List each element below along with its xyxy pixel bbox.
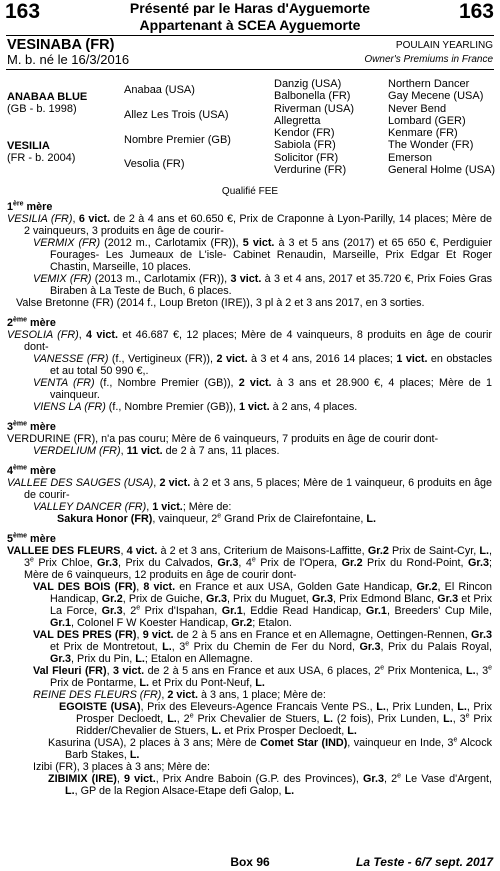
pedigree-gen3: Kendor (FR) — [274, 127, 335, 139]
family-entry: EGOISTE (USA), Prix des Eleveurs-Agence Francais Vente PS., L., Prix Lunden, L., Prix Prosper Decloedt, L., 2e Prix Chevalier de Stuers, L. (2 fois), Prix Lunden, L., 3e Prix Ridder/Chevalier de Stuers, L. et Prix Prosper Decloedt, L. — [59, 701, 492, 737]
dam-name: VESILIA — [7, 140, 50, 152]
family-entry: VENTA (FR) (f., Nombre Premier (GB)), 2 vict. à 3 ans et 28.900 €, 4 places; Mère de 1 vainqueur. — [33, 377, 492, 401]
pedigree-gen4: Never Bend — [388, 103, 447, 115]
pedigree-gen2: Anabaa (USA) — [124, 84, 195, 96]
family-entry: VIENS LA (FR) (f., Nombre Premier (GB)), 1 vict. à 2 ans, 4 places. — [33, 401, 358, 413]
family-entry: VERDELIUM (FR), 11 vict. de 2 à 7 ans, 11 places. — [33, 445, 280, 457]
family-entry: VANESSE (FR) (f., Vertigineux (FR)), 2 vict. à 3 et 4 ans, 2016 14 places; 1 vict. en obstacles et au total 50 990 €,. — [33, 353, 493, 377]
family-entry: Kasurina (USA), 2 places à 3 ans; Mère de Comet Star (IND), vainqueur en Inde, 3e Alcock Barb Stakes, L. — [48, 736, 492, 761]
pedigree-gen4: Kenmare (FR) — [388, 127, 458, 139]
pedigree-gen3: Solicitor (FR) — [274, 152, 339, 164]
sire-info: (GB - b. 1998) — [7, 103, 77, 115]
family-entry: VESOLIA (FR), 4 vict. et 46.687 €, 12 places; Mère de 4 vainqueurs, 8 produits en âge de courir dont- — [7, 329, 492, 353]
sale-category: POULAIN YEARLING — [395, 40, 493, 51]
pedigree-gen3: Allegretta — [274, 115, 321, 127]
pedigree-gen2: Nombre Premier (GB) — [124, 134, 231, 146]
pedigree-gen3: Sabiola (FR) — [274, 139, 336, 151]
pedigree-gen2: Vesolia (FR) — [124, 158, 185, 170]
pedigree-rule — [6, 69, 494, 70]
dam-family-text — [0, 201, 500, 797]
family-entry: Valse Bretonne (FR) (2014 f., Loup Breton (IRE)), 3 pl à 2 et 3 ans 2017, en 3 sorties. — [16, 297, 425, 309]
section-heading-5eme-mere: 5ème mère — [7, 532, 56, 545]
sire-name: ANABAA BLUE — [7, 91, 88, 103]
pedigree-gen3: Verdurine (FR) — [274, 164, 347, 176]
pedigree-gen3: Riverman (USA) — [274, 103, 355, 115]
family-entry: VAL DES PRES (FR), 9 vict. de 2 à 5 ans en France et en Allemagne, Oettingen-Rennen, Gr.3 et Prix de Montretout, L., 3e Prix du Chemin de Fer du Nord, Gr.3, Prix du Palais Royal, Gr.3, Prix du Pin, L.; Etalon en Allemagne. — [33, 629, 493, 665]
family-entry: VAL DES BOIS (FR), 8 vict. en France et aux USA, Golden Gate Handicap, Gr.2, El Rincon Handicap, Gr.2, Prix de Guiche, Gr.3, Prix du Muguet, Gr.3, Prix Edmond Blanc, Gr.3 et Prix La Force, Gr.3, 2e Prix d'Ispahan, Gr.1, Eddie Read Handicap, Gr.1, Breeders' Cup Mile, Gr.1, Colonel F W Koester Handicap, Gr.2; Etalon. — [33, 581, 493, 629]
header-rule — [6, 35, 494, 36]
family-entry: VALLEY DANCER (FR), 1 vict.; Mère de: — [33, 501, 232, 513]
family-entry: Val Fleuri (FR), 3 vict. de 2 à 5 ans en France et aux USA, 6 places, 2e Prix Montenica, L., 3e Prix de Pontarme, L. et Prix du Pont-Neuf, L. — [33, 664, 493, 689]
premiums-note: Owner's Premiums in France — [364, 54, 493, 65]
pedigree-gen4: Gay Mecene (USA) — [388, 90, 484, 102]
pedigree-gen4: Emerson — [388, 152, 433, 164]
box-number: Box 96 — [230, 855, 270, 869]
pedigree-gen4: Northern Dancer — [388, 78, 470, 90]
pedigree-gen3: Danzig (USA) — [274, 78, 342, 90]
pedigree-gen4: Lombard (GER) — [388, 115, 466, 127]
section-heading-2eme-mere: 2ème mère — [7, 316, 56, 329]
horse-description: M. b. né le 16/3/2016 — [7, 52, 130, 67]
family-entry: VALLEE DES SAUGES (USA), 2 vict. à 2 et 3 ans, 5 places; Mère de 1 vainqueur, 6 produits en âge de courir- — [7, 477, 493, 501]
owner-line: Appartenant à SCEA Ayguemorte — [139, 16, 361, 33]
presenter-line: Présenté par le Haras d'Ayguemorte — [129, 0, 371, 16]
pedigree-gen3: Balbonella (FR) — [274, 90, 351, 102]
section-heading-4eme-mere: 4ème mère — [7, 464, 56, 477]
section-heading-1ere-mere: 1ère mère — [7, 200, 53, 213]
section-heading-3eme-mere: 3ème mère — [7, 420, 56, 433]
dam-info: (FR - b. 2004) — [7, 152, 76, 164]
family-entry: REINE DES FLEURS (FR), 2 vict. à 3 ans, 1 place; Mère de: — [33, 689, 326, 701]
presenter-block — [0, 0, 500, 33]
lot-number-right: 163 — [458, 0, 494, 23]
lot-number-left: 163 — [5, 0, 41, 23]
family-entry: VERDURINE (FR), n'a pas couru; Mère de 6 vainqueurs, 7 produits en âge de courir dont- — [7, 433, 439, 445]
family-entry: VALLEE DES FLEURS, 4 vict. à 2 et 3 ans, Criterium de Maisons-Laffitte, Gr.2 Prix de Saint-Cyr, L., 3e Prix Chloe, Gr.3, Prix du Calvados, Gr.3, 4e Prix de l'Opera, Gr.2 Prix du Rond-Point, Gr.3; Mère de 6 vainqueurs, 12 produits en âge de courir dont- — [7, 545, 492, 581]
pedigree-gen4: General Holme (USA) — [388, 164, 495, 176]
horse-name: VESINABA (FR) — [7, 37, 115, 53]
sale-venue-date: La Teste - 6/7 sept. 2017 — [356, 855, 493, 869]
family-entry: VESILIA (FR), 6 vict. de 2 à 4 ans et 60.650 €, Prix de Craponne à Lyon-Parilly, 14 places; Mère de 2 vainqueurs, 3 produits en âge de courir- — [7, 213, 493, 237]
family-entry: VEMIX (FR) (2013 m., Carlotamix (FR)), 3 vict. à 3 et 4 ans, 2017 et 35.720 €, Prix Foies Gras Biraben à La Teste de Buch, 6 places. — [33, 273, 492, 297]
family-entry: VERMIX (FR) (2012 m., Carlotamix (FR)), 5 vict. à 3 et 5 ans (2017) et 65 650 €, Perdiguier Fourages- Les Jumeaux de L'isle- Cabinet Renaudin, Marseille, Prix Edgar Et Roger Chastin, Marseille, 10 places. — [33, 237, 492, 273]
pedigree-gen2: Allez Les Trois (USA) — [124, 109, 229, 121]
qualifie-note: Qualifié FEE — [221, 186, 279, 197]
family-entry: Izibi (FR), 3 places à 3 ans; Mère de: — [33, 761, 211, 773]
family-entry: ZIBIMIX (IRE), 9 vict., Prix Andre Baboin (G.P. des Provinces), Gr.3, 2e Le Vase d'Argent, L., GP de la Region Alsace-Etape defi Galop, L. — [48, 772, 493, 797]
pedigree-gen4: The Wonder (FR) — [388, 139, 474, 151]
family-entry: Sakura Honor (FR), vainqueur, 2e Grand Prix de Clairefontaine, L. — [57, 512, 376, 525]
